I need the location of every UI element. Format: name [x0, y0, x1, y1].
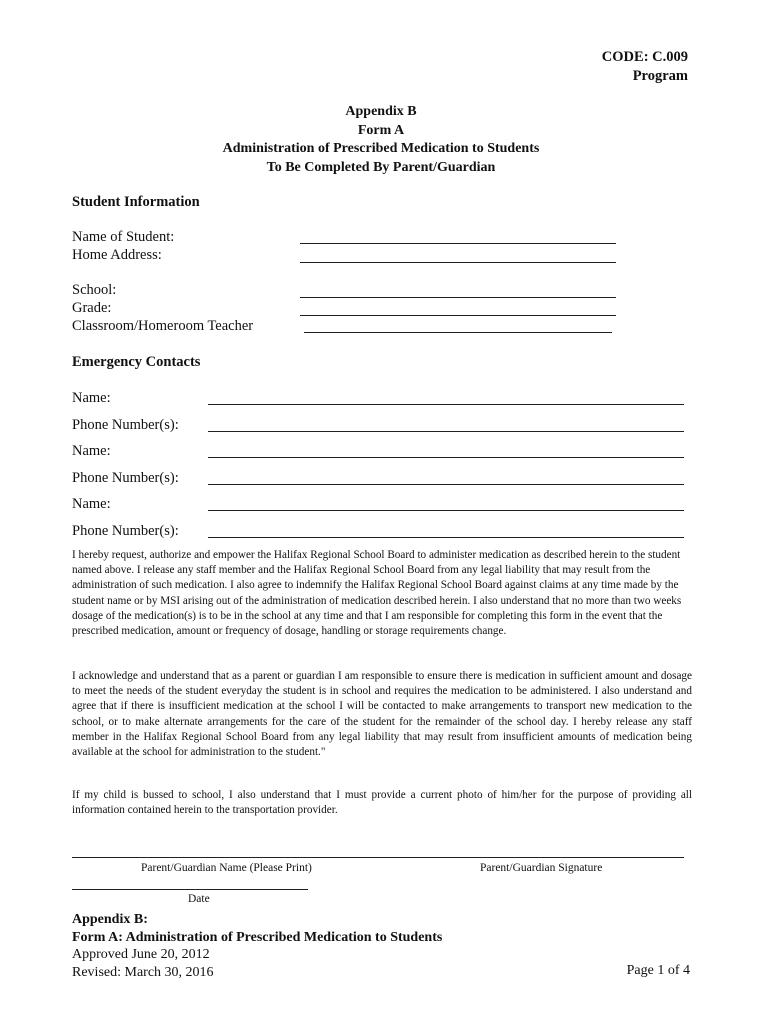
program-text: Program — [632, 68, 688, 84]
code-text: CODE: C.009 — [601, 49, 688, 65]
contact-3-phone-label: Phone Number(s): — [72, 523, 179, 539]
title-line-4: To Be Completed By Parent/Guardian — [266, 159, 496, 175]
acknowledgement-paragraph: I acknowledge and understand that as a parent or guardian I am responsible to ensure there is medication in sufficient amount and dosage to meet the needs of the student everyday the student is in school and requires the medication to be administered. I also understand and agree that if there is insufficient medication at the school I will be contacted to make arrangements to transport new medication to the school, or to make alternate arrangements for the care of the student for the remainder of the school day. I hereby release any staff member in the Halifax Regional School Board from any legal liability that may result from insufficient amounts of medication being available at the school for administration to the student." — [72, 670, 692, 759]
student-info-heading: Student Information — [72, 194, 200, 210]
title-line-3: Administration of Prescribed Medication to Students — [222, 141, 540, 156]
student-name-label: Name of Student: — [72, 229, 175, 245]
student-name-field[interactable] — [300, 243, 616, 244]
contact-3-name-label: Name: — [72, 496, 111, 512]
title-line-2: Form A — [357, 122, 405, 138]
contact-1-phone-field[interactable] — [208, 431, 684, 432]
home-address-field[interactable] — [300, 262, 616, 263]
transportation-paragraph: If my child is bussed to school, I also understand that I must provide a current photo of him/her for the purpose of providing all information contained herein to the transportation provider. — [72, 789, 692, 817]
contact-1-name-label: Name: — [72, 390, 111, 406]
guardian-signature-label: Parent/Guardian Signature — [480, 862, 603, 874]
title-block — [0, 103, 762, 177]
contact-2-name-label: Name: — [72, 443, 111, 459]
footer-appendix: Appendix B: — [72, 912, 148, 927]
teacher-label: Classroom/Homeroom Teacher — [72, 318, 254, 334]
school-label: School: — [72, 282, 117, 298]
footer-form-title: Form A: Administration of Prescribed Medication to Students — [72, 929, 443, 945]
contact-3-phone-field[interactable] — [208, 537, 684, 538]
contact-1-phone-label: Phone Number(s): — [72, 417, 179, 433]
page-number: Page 1 of 4 — [626, 963, 690, 978]
contact-3-name-field[interactable] — [208, 510, 684, 511]
authorization-paragraph: I hereby request, authorize and empower the Halifax Regional School Board to administer medication as described herein to the student named above. I release any staff member and the Halifax Regional School Board from any legal liability that may result from the administration of such medication. I also agree to indemnify the Halifax Regional School Board against claims at any time made by the student name or by MSI arising out of the administration of medication described herein. I also understand that no more than two weeks dosage of the medication(s) is to be in the school at any time and that I am responsible for completing this form in the event that the prescribed medication, amount or frequency of dosage, handling or storage requirements change. — [72, 549, 682, 638]
grade-field[interactable] — [300, 315, 616, 316]
title-line-1: Appendix B — [345, 104, 417, 119]
signature-line[interactable] — [72, 857, 684, 858]
guardian-name-label: Parent/Guardian Name (Please Print) — [141, 862, 312, 874]
footer-approved: Approved June 20, 2012 — [72, 947, 210, 962]
grade-label: Grade: — [72, 300, 112, 316]
contact-2-phone-label: Phone Number(s): — [72, 470, 179, 486]
contact-1-name-field[interactable] — [208, 404, 684, 405]
home-address-label: Home Address: — [72, 247, 162, 263]
footer-revised: Revised: March 30, 2016 — [72, 964, 214, 980]
document-code — [602, 48, 688, 86]
contact-2-name-field[interactable] — [208, 457, 684, 458]
date-line[interactable] — [72, 889, 308, 890]
date-label: Date — [188, 893, 210, 905]
teacher-field[interactable] — [304, 332, 612, 333]
footer-block — [72, 911, 442, 981]
school-field[interactable] — [300, 297, 616, 298]
contact-2-phone-field[interactable] — [208, 484, 684, 485]
emergency-contacts-heading: Emergency Contacts — [72, 354, 201, 370]
